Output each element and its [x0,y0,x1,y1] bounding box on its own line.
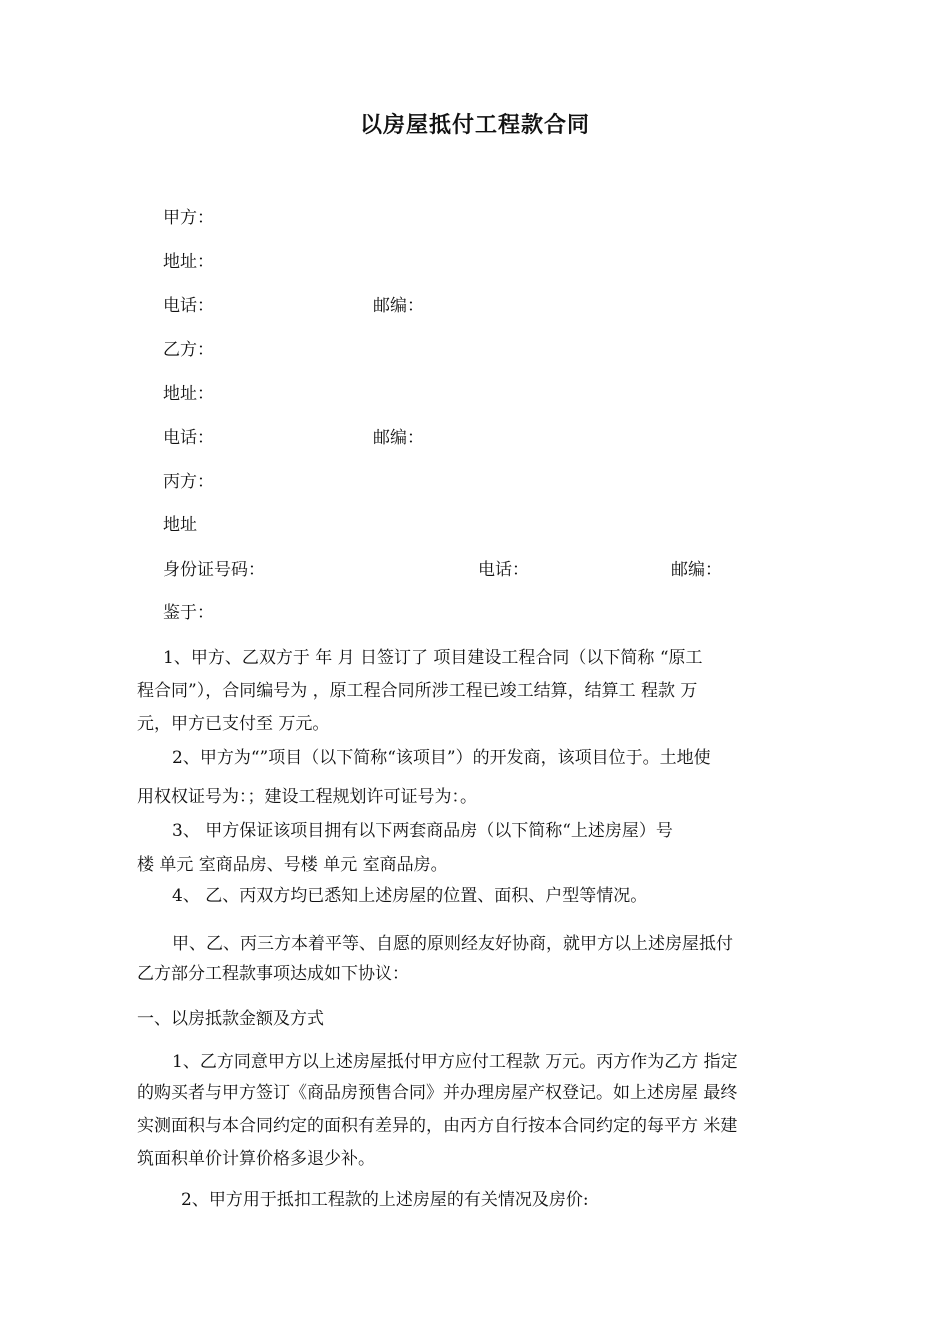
party-c-label: 丙方： [163,472,214,492]
preamble-line: 甲、乙、丙三方本着平等、自愿的原则经友好协商，就甲方以上述房屋抵付 [172,934,733,954]
section-1-item-1-line: 实测面积与本合同约定的面积有差异的，由丙方自行按本合同约定的每平方 米建 [137,1116,738,1136]
clause-1-line: 元，甲方已支付至 万元。 [137,714,330,734]
party-c-phone-label: 电话： [478,560,529,580]
clause-2-line: 用权权证号为：；建设工程规划许可证号为：。 [137,787,477,807]
clause-3-line: 3、 甲方保证该项目拥有以下两套商品房（以下简称“上述房屋）号 [172,821,673,841]
clause-3-line: 楼 单元 室商品房、号楼 单元 室商品房。 [137,855,448,875]
party-a-phone-label: 电话： [163,296,214,316]
section-1-item-2: 2、甲方用于抵扣工程款的上述房屋的有关情况及房价: [181,1190,589,1210]
party-c-id-label: 身份证号码： [163,560,265,580]
clause-2 [172,742,819,775]
section-1-item-1-line: 筑面积单价计算价格多退少补。 [137,1149,375,1169]
whereas-label: 鉴于： [163,603,214,623]
clause-1-continued [137,675,819,741]
party-a-address-label: 地址： [163,252,214,272]
clause-1 [163,642,819,675]
party-a-postcode-label: 邮编： [373,296,424,316]
section-1-item-1-line: 1、乙方同意甲方以上述房屋抵付甲方应付工程款 万元。丙方作为乙方 指定 [172,1052,738,1072]
contract-title: 以房屋抵付工程款合同 [359,113,590,138]
party-b-address-label: 地址： [163,384,214,404]
party-c-address-label: 地址 [163,515,197,535]
clause-2-continued [137,781,819,814]
preamble-line: 乙方部分工程款事项达成如下协议： [137,964,409,984]
section-1-item-1-continued [137,1077,819,1176]
clause-2-line: 2、甲方为“”项目（以下简称“该项目”）的开发商，该项目位于。土地使 [172,748,711,768]
clause-4: 4、 乙、丙双方均已悉知上述房屋的位置、面积、户型等情况。 [172,886,648,906]
party-a-label: 甲方： [163,208,214,228]
clause-1-line: 1、甲方、乙双方于 年 月 日签订了 项目建设工程合同（以下简称 “原工 [163,648,703,668]
party-b-label: 乙方： [163,340,214,360]
preamble-continued [137,958,819,991]
party-c-postcode-label: 邮编： [671,560,722,580]
clause-1-line: 程合同”），合同编号为 ，原工程合同所涉工程已竣工结算，结算工 程款 万 [137,681,698,701]
section-1-item-1-line: 的购买者与甲方签订《商品房预售合同》并办理房屋产权登记。如上述房屋 最终 [137,1083,738,1103]
preamble [172,928,819,961]
party-b-phone-label: 电话： [163,428,214,448]
clause-3-continued [137,849,819,882]
section-1-heading: 一、以房抵款金额及方式 [137,1009,324,1029]
section-1-item-1 [172,1046,819,1079]
party-b-postcode-label: 邮编： [373,428,424,448]
clause-3 [172,815,819,848]
